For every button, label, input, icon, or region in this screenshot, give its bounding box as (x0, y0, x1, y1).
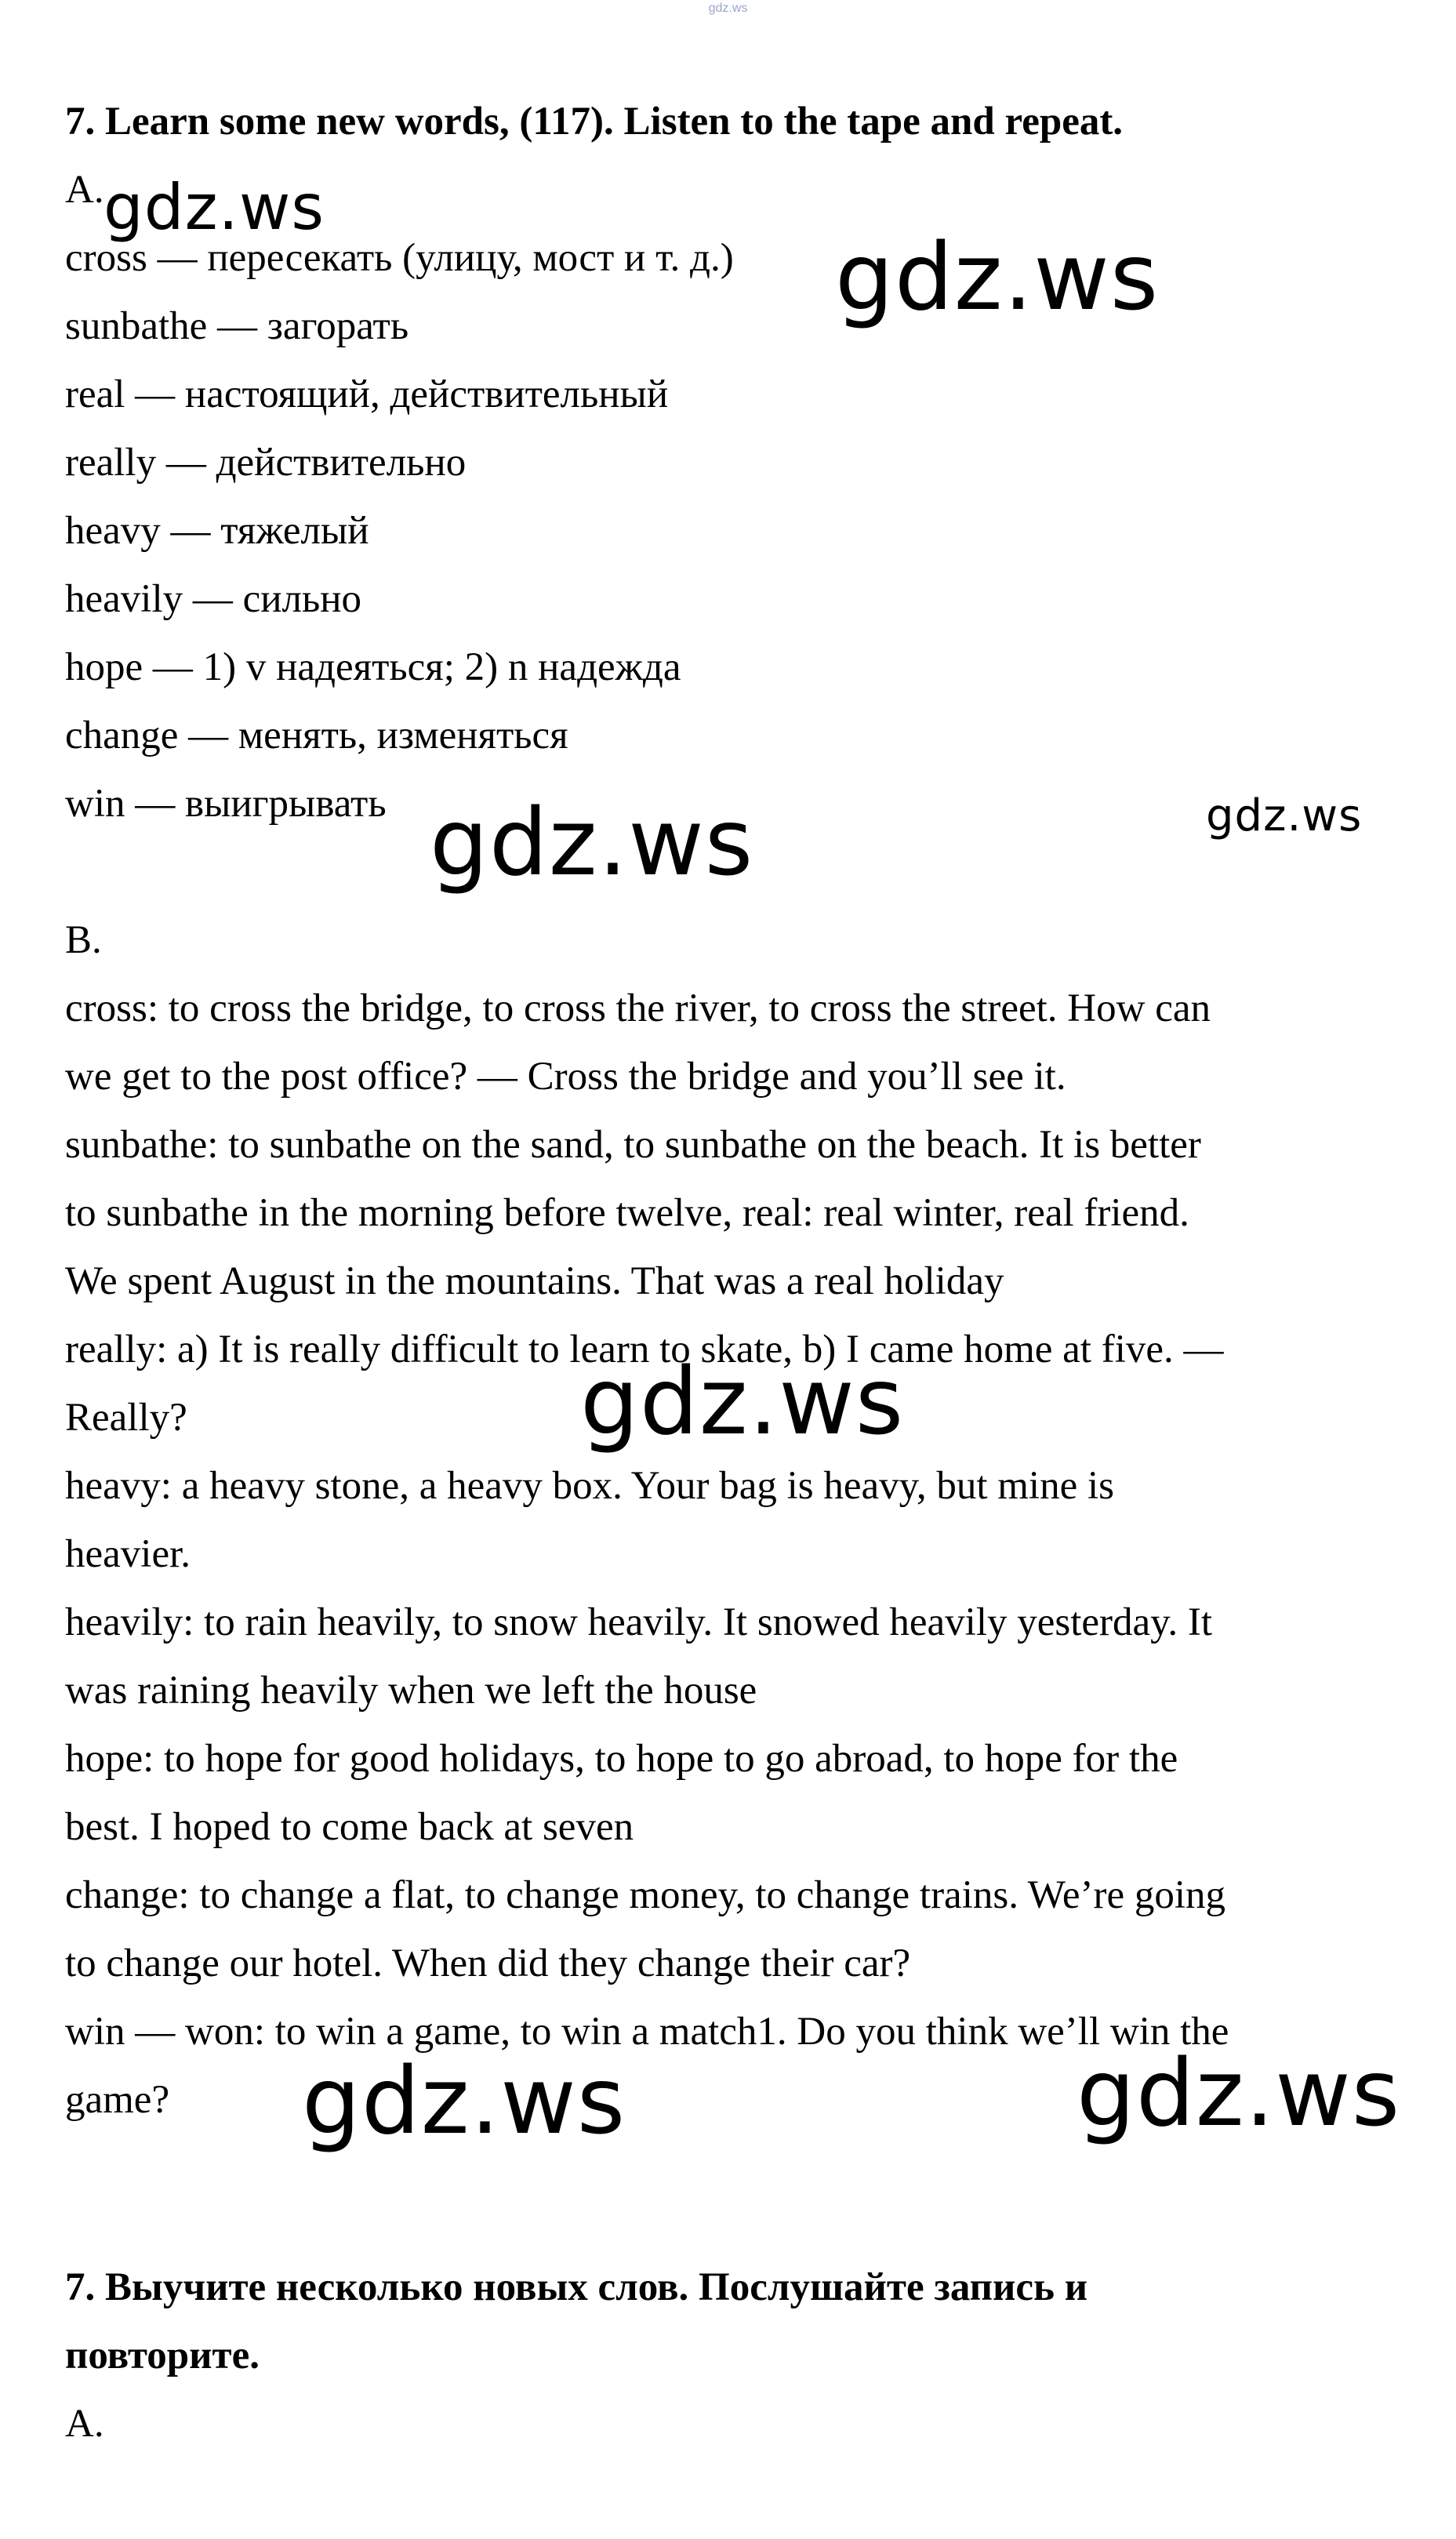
word-item: real — настоящий, действительный (65, 372, 669, 416)
watermark: gdz.ws (835, 223, 1160, 331)
watermark: gdz.ws (1206, 790, 1363, 841)
watermark: gdz.ws (1077, 2039, 1401, 2147)
top-watermark: gdz.ws (708, 2, 748, 15)
word-item: heavy — тяжелый (65, 509, 369, 553)
example-line: was raining heavily when we left the house (65, 1669, 757, 1713)
watermark: gdz.ws (580, 1347, 905, 1455)
russian-heading-line-1: 7. Выучите несколько новых слов. Послушайте запись и (65, 2265, 1088, 2309)
watermark: gdz.ws (103, 171, 325, 244)
example-line: We spent August in the mountains. That was a real holiday (65, 1259, 1004, 1303)
example-line: change: to change a flat, to change money, to change trains. We’re going (65, 1873, 1225, 1917)
example-line: really: a) It is really difficult to learn to skate, b) I came home at five. — (65, 1328, 1224, 1371)
watermark: gdz.ws (302, 2047, 626, 2155)
section-a-label: A. (65, 168, 104, 212)
word-item: heavily — сильно (65, 577, 362, 621)
example-line: to sunbathe in the morning before twelve, real: real winter, real friend. (65, 1191, 1189, 1235)
russian-heading-line-2: повторите. (65, 2334, 260, 2377)
russian-section-a-label: А. (65, 2402, 104, 2446)
example-paragraphs (65, 975, 1414, 2134)
section-b-label: B. (65, 918, 102, 962)
example-line: we get to the post office? — Cross the bridge and you’ll see it. (65, 1055, 1066, 1099)
example-line: win — won: to win a game, to win a match1. Do you think we’ll win the (65, 2010, 1229, 2054)
word-item: sunbathe — загорать (65, 304, 409, 348)
example-line: hope: to hope for good holidays, to hope to go abroad, to hope for the (65, 1737, 1178, 1781)
word-item: really — действительно (65, 441, 467, 485)
example-line: cross: to cross the bridge, to cross the river, to cross the street. How can (65, 986, 1211, 1030)
example-line: sunbathe: to sunbathe on the sand, to sunbathe on the beach. It is better (65, 1123, 1201, 1167)
word-item: win — выигрывать (65, 782, 387, 826)
example-line: heavy: a heavy stone, a heavy box. Your bag is heavy, but mine is (65, 1464, 1115, 1508)
english-heading: 7. Learn some new words, (117). Listen to the tape and repeat. (65, 100, 1124, 143)
word-list (65, 224, 1414, 838)
example-line: best. I hoped to come back at seven (65, 1805, 634, 1849)
example-line: Really? (65, 1396, 187, 1440)
word-item: hope — 1) v надеяться; 2) n надежда (65, 645, 681, 689)
example-line: to change our hotel. When did they change their car? (65, 1941, 911, 1985)
word-item: change — менять, изменяться (65, 714, 568, 757)
example-line: game? (65, 2078, 170, 2122)
example-line: heavier. (65, 1532, 191, 1576)
word-item: cross — пересекать (улицу, мост и т. д.) (65, 236, 734, 280)
spacer (65, 2134, 1414, 2254)
example-line: heavily: to rain heavily, to snow heavily. It snowed heavily yesterday. It (65, 1600, 1213, 1644)
watermark: gdz.ws (430, 788, 754, 896)
